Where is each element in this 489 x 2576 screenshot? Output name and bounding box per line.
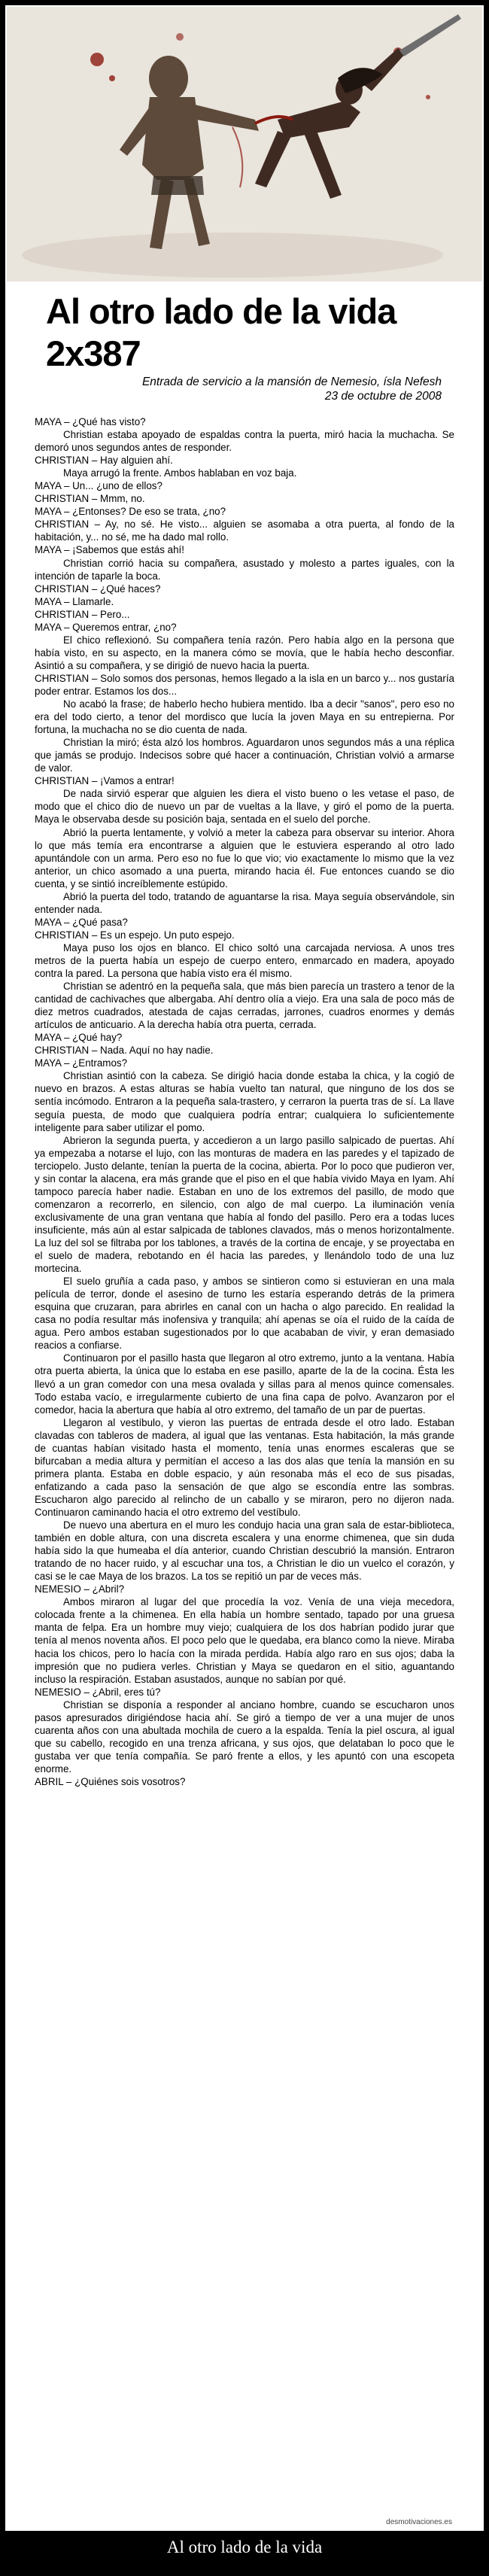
story-paragraph: CHRISTIAN – ¡Vamos a entrar!	[35, 775, 175, 787]
story-paragraph: ABRIL – ¿Quiénes sois vosotros?	[35, 1775, 186, 1787]
story-paragraph: CHRISTIAN – Pero...	[35, 608, 130, 620]
zombie-attack-illustration	[7, 7, 482, 281]
story-paragraph: De nuevo una abertura en el muro les condujo hacia una gran sala de estar-biblioteca, también en doble altura, con una discreta escalera y una enorme chimenea, que sin duda había sido la que humeaba el día anterior, cuando Christian descubrió la mansión. Entraron tratando de no hacer ruido, y al escuchar una tos, a Christian le dio un vuelco el corazón, y casi se le cae Maya de los brazos. La tos se repitió un par de veces más.	[35, 1519, 454, 1583]
story-paragraph: CHRISTIAN – Es un espejo. Un puto espejo.	[35, 929, 235, 941]
story-paragraph: No acabó la frase; de haberlo hecho hubiera mentido. Iba a decir "sanos", pero eso no era del todo cierto, a tenor del mordisco que lucía la joven Maya en su entrepierna. Por fortuna, la muchacha no se dio cuenta de nada.	[35, 698, 454, 736]
story-paragraph: Christian asintió con la cabeza. Se dirigió hacia donde estaba la chica, y la cogió de nuevo en brazos. A estas alturas se había vuelto tan natural, que ninguno de los dos se sentía incómodo. Entraron a la pequeña sala-trastero, y cerraron la puerta tras de sí. La llave seguía puesta, de modo que cualquiera podría entrar; cualquiera lo suficientemente inteligente para saber utilizar el pomo.	[35, 1070, 454, 1133]
story-paragraph: Llegaron al vestíbulo, y vieron las puertas de entrada desde el otro lado. Estaban clavadas con tableros de madera, al igual que las ventanas. Esta habitación, la más grande de cuantas habían visitado hasta el momento, tenía unas enormes escaleras que se bifurcaban a media altura y permitían el acceso a las dos alas que tenía la mansión en su primera planta. Estaba en doble espacio, y aún resonaba más el eco de sus pisadas, enfatizando a cada paso la sensación de que algo se escondía entre las sombras. Escucharon algo parecido al relincho de un caballo y se miraron, pero no dijeron nada. Continuaron caminando hacia el otro extremo del vestíbulo.	[35, 1416, 454, 1518]
story-paragraph: Christian estaba apoyado de espaldas contra la puerta, miró hacia la muchacha. Se demoró unos segundos antes de responder.	[35, 429, 454, 454]
title-block	[7, 281, 482, 403]
story-paragraph: MAYA – ¿Qué pasa?	[35, 916, 128, 928]
story-paragraph: MAYA – ¿Qué hay?	[35, 1032, 123, 1044]
story-paragraph: Christian corrió hacia su compañera, asustado y molesto a partes iguales, con la intención de taparle la boca.	[35, 557, 454, 582]
story-paragraph: CHRISTIAN – ¿Qué haces?	[35, 582, 161, 595]
story-paragraph: MAYA – Llamarle.	[35, 595, 114, 607]
story-title: Al otro lado de la vida 2x387	[46, 291, 396, 373]
story-paragraph: De nada sirvió esperar que alguien les diera el visto bueno o les vetase el paso, de modo que el chico dio de nuevo un par de vueltas a la llave, y giró el pomo de la puerta. Maya le observaba desde su posición baja, sentada en el suelo del porche.	[35, 788, 454, 826]
story-paragraph: El chico reflexionó. Su compañera tenía razón. Pero había algo en la persona que había visto, en su aspecto, en la manera cómo se movía, que le había hecho desconfiar. Asintió a su compañera, y se dirigió de nuevo hacia la puerta.	[35, 634, 454, 671]
story-paragraph: CHRISTIAN – Mmm, no.	[35, 493, 145, 505]
story-paragraph: Continuaron por el pasillo hasta que llegaron al otro extremo, junto a la ventana. Había otra puerta abierta, la única que lo estaba en ese pasillo, aparte de la de la cocina. Ésta les llevó a un gran comedor con una mesa ovalada y sillas para al menos quince comensales. Todo estaba vacío, e irregularmente cubierto de una fina capa de polvo. Avanzaron por el comedor, hacia la abertura que había al otro extremo, del tamaño de un par de puertas.	[35, 1352, 454, 1416]
story-paragraph: Abrieron la segunda puerta, y accedieron a un largo pasillo salpicado de puertas. Ahí ya empezaba a notarse el lujo, con las monturas de madera en las paredes y el tapizado de terciopelo. Justo delante, tenían la puerta de la cocina, abierta. Por lo poco que pudieron ver, y sin contar la alacena, era más grande que el piso en el que había vivido Maya en Iyam. Ahí tampoco parecía haber nadie. Estaban en uno de los extremos del pasillo, de modo que comenzaron a recorrerlo, en silencio, con algo de mal cuerpo. La iluminación venía exclusivamente de una gran ventana que había al fondo del pasillo. Pero era a todas luces insuficiente, más aún al estar salpicada de tablones clavados, más o menos horizontalmente. La luz del sol se filtraba por los tablones, a través de la cortina de encaje, y se proyectaba en el suelo de madera, rebotando en él hacia las paredes, y llenándolo todo de una luz mortecina.	[35, 1134, 454, 1275]
illustration	[7, 7, 482, 281]
story-paragraph: MAYA – ¿Entramos?	[35, 1057, 128, 1069]
subtitle-location: Entrada de servicio a la mansión de Nemesio, ísla Nefesh	[141, 376, 442, 388]
story-paragraph: Christian se disponía a responder al anciano hombre, cuando se escucharon unos pasos apresurados dirigiéndose hacia ahí. Se giró a tiempo de ver a una mujer de unos cuarenta años con una abultada mochila de cuero a la espalda. Tenía la piel oscura, al igual que su cabello, recogido en una trenza africana, y sus ojos, que delataban lo poco que le gustaba ver que tenía compañía. Se paró frente a ellos, y les apuntó con una escopeta enorme.	[35, 1699, 454, 1775]
story-paragraph: CHRISTIAN – Hay alguien ahí.	[35, 455, 173, 467]
story-paragraph: NEMESIO – ¿Abril?	[35, 1583, 125, 1595]
story-paragraph: MAYA – ¿Qué has visto?	[35, 416, 146, 427]
watermark: desmotivaciones.es	[386, 2518, 452, 2526]
story-paragraph: CHRISTIAN – Ay, no sé. He visto... alguien se asomaba a otra puerta, al fondo de la habitación, y... no sé, me ha dado mal rollo.	[35, 519, 454, 543]
story-paragraph: MAYA – ¿Entonses? De eso se trata, ¿no?	[35, 506, 226, 518]
story-paragraph: MAYA – Queremos entrar, ¿no?	[35, 621, 177, 633]
story-paragraph: Christian la miró; ésta alzó los hombros. Aguardaron unos segundos más a una réplica que jamás se produjo. Indecisos sobre qué hacer a continuación, Christian volvió a armarse de valor.	[35, 737, 454, 774]
story-paragraph: Maya arrugó la frente. Ambos hablaban en voz baja.	[63, 467, 297, 479]
poster-frame	[5, 5, 484, 2531]
story-paragraph: CHRISTIAN – Solo somos dos personas, hemos llegado a la isla en un barco y... nos gustaría poder entrar. Estamos los dos...	[35, 672, 454, 697]
story-paragraph: Ambos miraron al lugar del que procedía la voz. Venía de una vieja mecedora, colocada frente a la chimenea. En ella había un hombre sentado, tapado por una gruesa manta de felpa. Era un hombre muy viejo; cualquiera de los dos habrían podido jurar que tenía al menos noventa años. El poco pelo que le quedaba, era blanco como la nieve. Miraba hacia los chicos, pero lo hacía con la mirada perdida. Había algo raro en sus ojos; daba la impresión que no pudiera verles. Christian y Maya se quedaron en el sitio, aguantando incluso la respiración. Estaban asustados, aunque no sabían por qué.	[35, 1596, 454, 1685]
story-paragraph: CHRISTIAN – Nada. Aquí no hay nadie.	[35, 1045, 214, 1057]
story-paragraph: Maya puso los ojos en blanco. El chico soltó una carcajada nerviosa. A unos tres metros de la puerta había un espejo de cuerpo entero, enmarcado en madera, apoyado contra la pared. La persona que había visto era él mismo.	[35, 941, 454, 980]
story-paragraph: El suelo gruñía a cada paso, y ambos se sintieron como si estuvieran en una mala película de terror, donde el asesino de turno les estaría esperando detrás de la primera esquina que cruzaran, para abrirles en canal con un hacha o algo parecido. En realidad la casa no podía resultar más inofensiva y tranquila; ahí apenas se oía el ruido de la caída de agua. Pero ambos estaban sugestionados por lo que acababan de vivir, y eran demasiado reacios a confiarse.	[35, 1276, 454, 1352]
story-paragraph: MAYA – ¡Sabemos que estás ahí!	[35, 544, 184, 556]
story-body	[7, 403, 482, 1788]
story-paragraph: Abrió la puerta del todo, tratando de aguantarse la risa. Maya seguía observándole, sin entender nada.	[35, 890, 454, 915]
caption: Al otro lado de la vida	[166, 2538, 323, 2556]
subtitle-date: 23 de octubre de 2008	[324, 390, 442, 403]
story-paragraph: Christian se adentró en la pequeña sala, que más bien parecía un trastero a tenor de la cantidad de cachivaches que albergaba. Ahí dentro olía a viejo. Era una sala de poco más de diez metros cuadrados, atestada de cajas cerradas, jarrones, cuadros enormes y demás artículos de anticuario. A la derecha había otra puerta, cerrada.	[35, 981, 454, 1031]
story-paragraph: NEMESIO – ¿Abril, eres tú?	[35, 1686, 161, 1698]
story-paragraph: Abrió la puerta lentamente, y volvió a meter la cabeza para observar su interior. Ahora lo que más temía era encontrarse a alguien que le estuviera esperando al otro lado apuntándole con un arma. Pero eso no fue lo que vio; vio exactamente lo mismo que la vez anterior, un chico asomado a una puerta, mirando hacia él. Fue entonces cuando se dio cuenta, y se sintió increíblemente estúpido.	[35, 826, 454, 890]
story-paragraph: MAYA – Un... ¿uno de ellos?	[35, 480, 162, 492]
